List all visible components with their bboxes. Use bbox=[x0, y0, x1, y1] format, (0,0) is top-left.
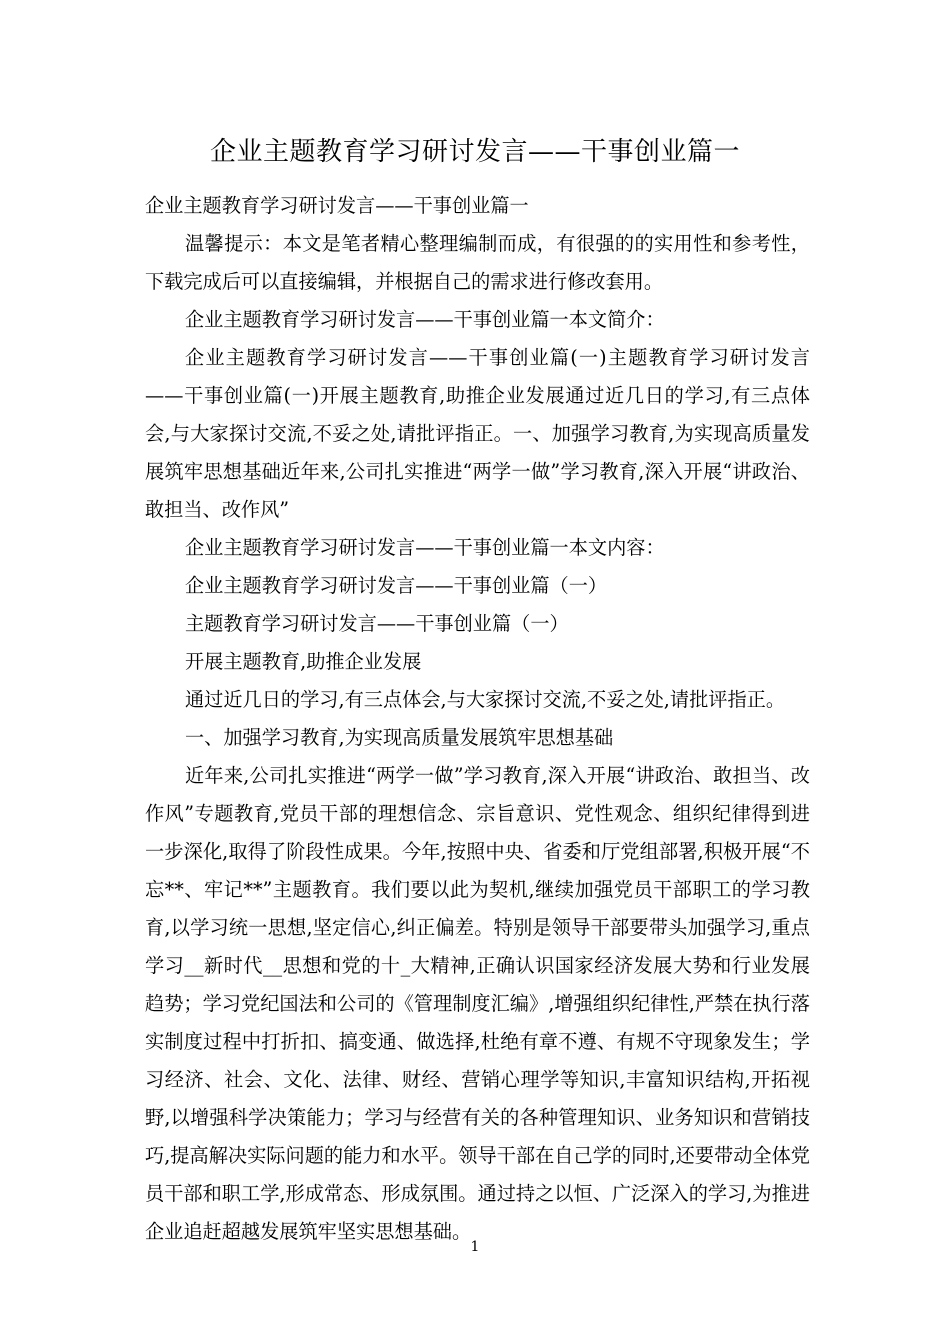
paragraph-main-text: 近年来,公司扎实推进“两学一做”学习教育,深入开展“讲政治、敢担当、改作风”专题教育,党员干部的理想信念、宗旨意识、党性观念、组织纪律得到进一步深化,取得了阶段性成果。今年,按照中央、省委和厅党组部署,积极开展“不忘**、牢记**”主题教育。我们要以此为契机,继续加强党员干部职工的学习教育,以学习统一思想,坚定信心,纠正偏差。特别是领导干部要带头加强学习,重点学习__新时代__思想和党的十_大精神,正确认识国家经济发展大势和行业发展趋势；学习党纪国法和公司的《管理制度汇编》,增强组织纪律性,严禁在执行落实制度过程中打折扣、搞变通、做选择,杜绝有章不遵、有规不守现象发生；学习经济、社会、文化、法律、财经、营销心理学等知识,丰富知识结构,开拓视野,以增强科学决策能力；学习与经营有关的各种管理知识、业务知识和营销技巧,提高解决实际问题的能力和水平。领导干部在自己学的同时,还要带动全体党员干部和职工学,形成常态、形成氛围。通过持之以恒、广泛深入的学习,为推进企业追赶超越发展筑牢坚实思想基础。 bbox=[145, 764, 810, 1243]
paragraph-intro-heading: 企业主题教育学习研讨发言——干事创业篇一本文简介： bbox=[185, 308, 665, 331]
paragraph-content-heading: 企业主题教育学习研讨发言——干事创业篇一本文内容： bbox=[185, 536, 665, 559]
paragraph-subtitle: 企业主题教育学习研讨发言——干事创业篇一 bbox=[145, 194, 529, 217]
page-number: 1 bbox=[470, 1239, 480, 1255]
paragraph-section-heading: 一、加强学习教育,为实现高质量发展筑牢思想基础 bbox=[185, 726, 614, 749]
paragraph-intro: 企业主题教育学习研讨发言——干事创业篇(一)主题教育学习研讨发言——干事创业篇(一)开展主题教育,助推企业发展通过近几日的学习,有三点体会,与大家探讨交流,不妥之处,请批评指正。一、加强学习教育,为实现高质量发展筑牢思想基础近年来,公司扎实推进“两学一做”学习教育,深入开展“讲政治、敢担当、改作风” bbox=[145, 346, 810, 521]
paragraph-heading-2: 主题教育学习研讨发言——干事创业篇（一） bbox=[185, 612, 569, 635]
paragraph-tip: 温馨提示：本文是笔者精心整理编制而成，有很强的的实用性和参考性，下载完成后可以直接编辑，并根据自己的需求进行修改套用。 bbox=[145, 232, 810, 293]
paragraph-heading-1: 企业主题教育学习研讨发言——干事创业篇（一） bbox=[185, 574, 608, 597]
document-body bbox=[145, 187, 810, 1251]
paragraph-opening: 通过近几日的学习,有三点体会,与大家探讨交流,不妥之处,请批评指正。 bbox=[185, 688, 786, 711]
paragraph-heading-3: 开展主题教育,助推企业发展 bbox=[185, 650, 422, 673]
document-title: 企业主题教育学习研讨发言——干事创业篇一 bbox=[209, 137, 740, 167]
